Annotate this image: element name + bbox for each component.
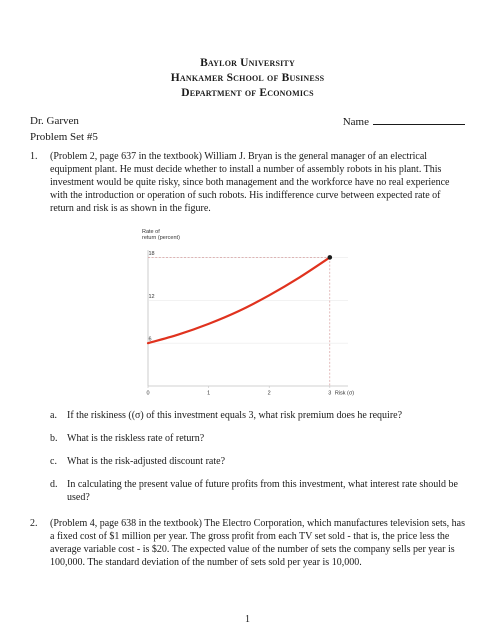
x-tick-label: 2 — [267, 390, 271, 397]
y-tick-label: 12 — [148, 293, 155, 300]
q1-text: (Problem 2, page 637 in the textbook) William J. Bryan is the general manager of an electrical equipment plant. He must decide whether to install a number of assembly robots in his plant. This investment would be quite risky, since both management and the workforce have no real experience with the introduction or operation of such robots. His indifference curve between expected rate of return and risk is as shown in the figure. — [50, 151, 450, 214]
marked-point — [328, 255, 333, 260]
q1-part-d-label: d. — [50, 479, 58, 490]
y-axis-label-line-1: Rate of — [142, 229, 160, 235]
x-axis-label: Risk (σ) — [334, 390, 355, 397]
indifference-curve-chart — [138, 226, 358, 398]
university-name: Baylor University — [200, 57, 295, 69]
name-label: Name — [342, 116, 369, 128]
document-meta — [30, 114, 465, 145]
q1-part-b-text: What is the riskless rate of return? — [67, 433, 205, 444]
school-name: Hankamer School of Business — [170, 72, 325, 84]
page-number: 1 — [245, 614, 250, 625]
x-tick-label: 1 — [207, 390, 211, 397]
y-axis-label-line-2: return (percent) — [142, 235, 180, 241]
y-axis-label — [142, 229, 180, 241]
x-tick-label: 3 — [328, 390, 332, 397]
tick-labels — [146, 251, 331, 397]
y-tick-label: 18 — [148, 250, 155, 257]
gridlines — [148, 257, 348, 343]
y-tick-label: 6 — [148, 336, 152, 343]
instructor-name: Dr. Garven — [30, 115, 79, 127]
x-tick-label: 0 — [146, 390, 150, 397]
q1-part-d-text: In calculating the present value of future profits from this investment, what interest rate should be used? — [67, 479, 458, 503]
document-header — [0, 56, 495, 101]
q1-part-c-text: What is the risk-adjusted discount rate? — [67, 456, 226, 467]
q1-part-c-label: c. — [50, 456, 57, 467]
name-field — [343, 114, 465, 130]
q2-number: 2. — [30, 518, 38, 529]
q1-part-a-text: If the riskiness ((σ) of this investment equals 3, what risk premium does he require? — [67, 410, 403, 421]
department-name: Department of Economics — [181, 87, 314, 99]
q1-part-b-label: b. — [50, 433, 58, 444]
q1-number: 1. — [30, 151, 38, 162]
q2-text: (Problem 4, page 638 in the textbook) The Electro Corporation, which manufactures television sets, has a fixed cost of $1 million per year. The gross profit from each TV set sold - that is, the price less the average variable cost - is $20. The expected value of the number of sets the company sells per year is 100,000. The standard deviation of the number of sets sold per year is 10,000. — [50, 518, 465, 568]
problem-set-label: Problem Set #5 — [30, 131, 98, 143]
q1-part-a-label: a. — [50, 410, 57, 421]
name-blank-line — [373, 114, 465, 125]
